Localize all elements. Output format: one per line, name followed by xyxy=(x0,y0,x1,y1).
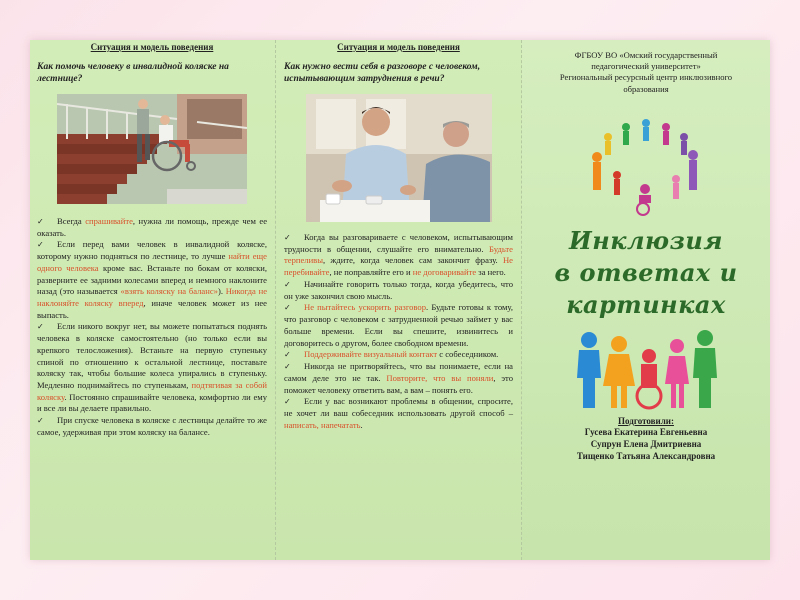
panel1-item-3: ✓ Если никого вокруг нет, вы можете попытаться поднять человека в коляске самостоятельно (но только если вы крепкого телосложения). Встаньте на первую ступеньку спиной по отношению к остальной лестнице, поставьте коляску так, чтобы большие колеса упирались в ступеньку. Медленно поднимайтесь по ступенькам, подтягивая за собой коляску. Постоянно спрашивайте человека, комфортно ли ему и все ли вы делаете правильно. xyxy=(37,321,267,414)
inclusion-circle-figures xyxy=(581,113,711,217)
panel2-text xyxy=(284,232,513,432)
panel2-item-6: ✓ Если у вас возникают проблемы в общении, спросите, не хочет ли ваш собеседник использовать другой способ – написать, напечатать. xyxy=(284,396,513,430)
panel1-text xyxy=(37,216,267,439)
panel1-heading: Ситуация и модель поведения xyxy=(90,42,214,52)
panel1-item-4: ✓ При спуске человека в коляске с лестницы делайте то же самое, удерживая при этом коляску на балансе. xyxy=(37,415,267,437)
panel2-item-2: ✓ Начинайте говорить только тогда, когда убедитесь, что он уже закончил свою мысль. xyxy=(284,278,513,301)
panel1-question: Как помочь человеку в инвалидной коляске на лестнице? xyxy=(37,62,229,84)
panel-wheelchair xyxy=(30,40,276,560)
author-2: Супрун Елена Дмитриевна xyxy=(590,439,702,449)
panel-cover xyxy=(522,40,770,560)
brochure xyxy=(30,40,770,560)
panel2-question: Как нужно вести себя в разговоре с человеком, испытывающим затруднения в речи? xyxy=(284,62,481,84)
panel2-item-3: ✓ Не пытайтесь ускорить разговор. Будьте готовы к тому, что разговор с человеком с затрудненной речью займет у вас больше времени. Если вы спешите, извинитесь и договоритесь о другом, более свободном времени. xyxy=(284,302,513,348)
author-3: Тищенко Татьяна Александровна xyxy=(576,451,716,462)
wheelchair-stairs-photo xyxy=(57,94,247,204)
prepared-by xyxy=(530,416,762,462)
authors-list xyxy=(530,426,762,462)
panel1-item-2: ✓ Если перед вами человек в инвалидной коляске, которому нужно подняться по лестнице, то лучше найти еще одного человека кроме вас. Встаньте по бокам от коляски, разверните ее задними колесами вперед и немного наклоните назад (это называется «взять коляску на баланс»). Никогда не наклоняйте коляску вперед, иначе человек может из нее выпасть. xyxy=(37,239,268,320)
panel2-item-1: ✓ Когда вы разговариваете с человеком, испытывающим трудности в общении, слушайте его внимательно. Будьте терпеливы, ждите, когда человек сам закончит фразу. Не перебивайте, не поправляйте его и не договаривайте за него. xyxy=(284,231,513,277)
panel2-heading: Ситуация и модель поведения xyxy=(337,42,460,52)
organization-name: ФГБОУ ВО «Омский государственный педагогический университет» Региональный ресурсный центр инклюзивного образования xyxy=(559,50,733,94)
conversation-photo xyxy=(306,94,492,222)
diverse-people-figures xyxy=(573,328,719,412)
panel2-item-4: ✓ Поддерживайте визуальный контакт с собеседником. xyxy=(284,349,499,360)
panel1-item-1: ✓ Всегда спрашивайте, нужна ли помощь, прежде чем ее оказать. xyxy=(37,215,268,238)
panel-speech xyxy=(276,40,522,560)
brochure-title: Инклюзия в ответах и картинках xyxy=(554,225,738,320)
author-1: Гусева Екатерина Евгеньевна xyxy=(584,426,708,437)
panel2-item-5: ✓ Никогда не притворяйтесь, что вы понимаете, если на самом деле это не так. Повторите, что вы поняли, это поможет человеку ответить вам, а вам – понять его. xyxy=(284,361,513,395)
prepared-label: Подготовили: xyxy=(618,415,674,426)
